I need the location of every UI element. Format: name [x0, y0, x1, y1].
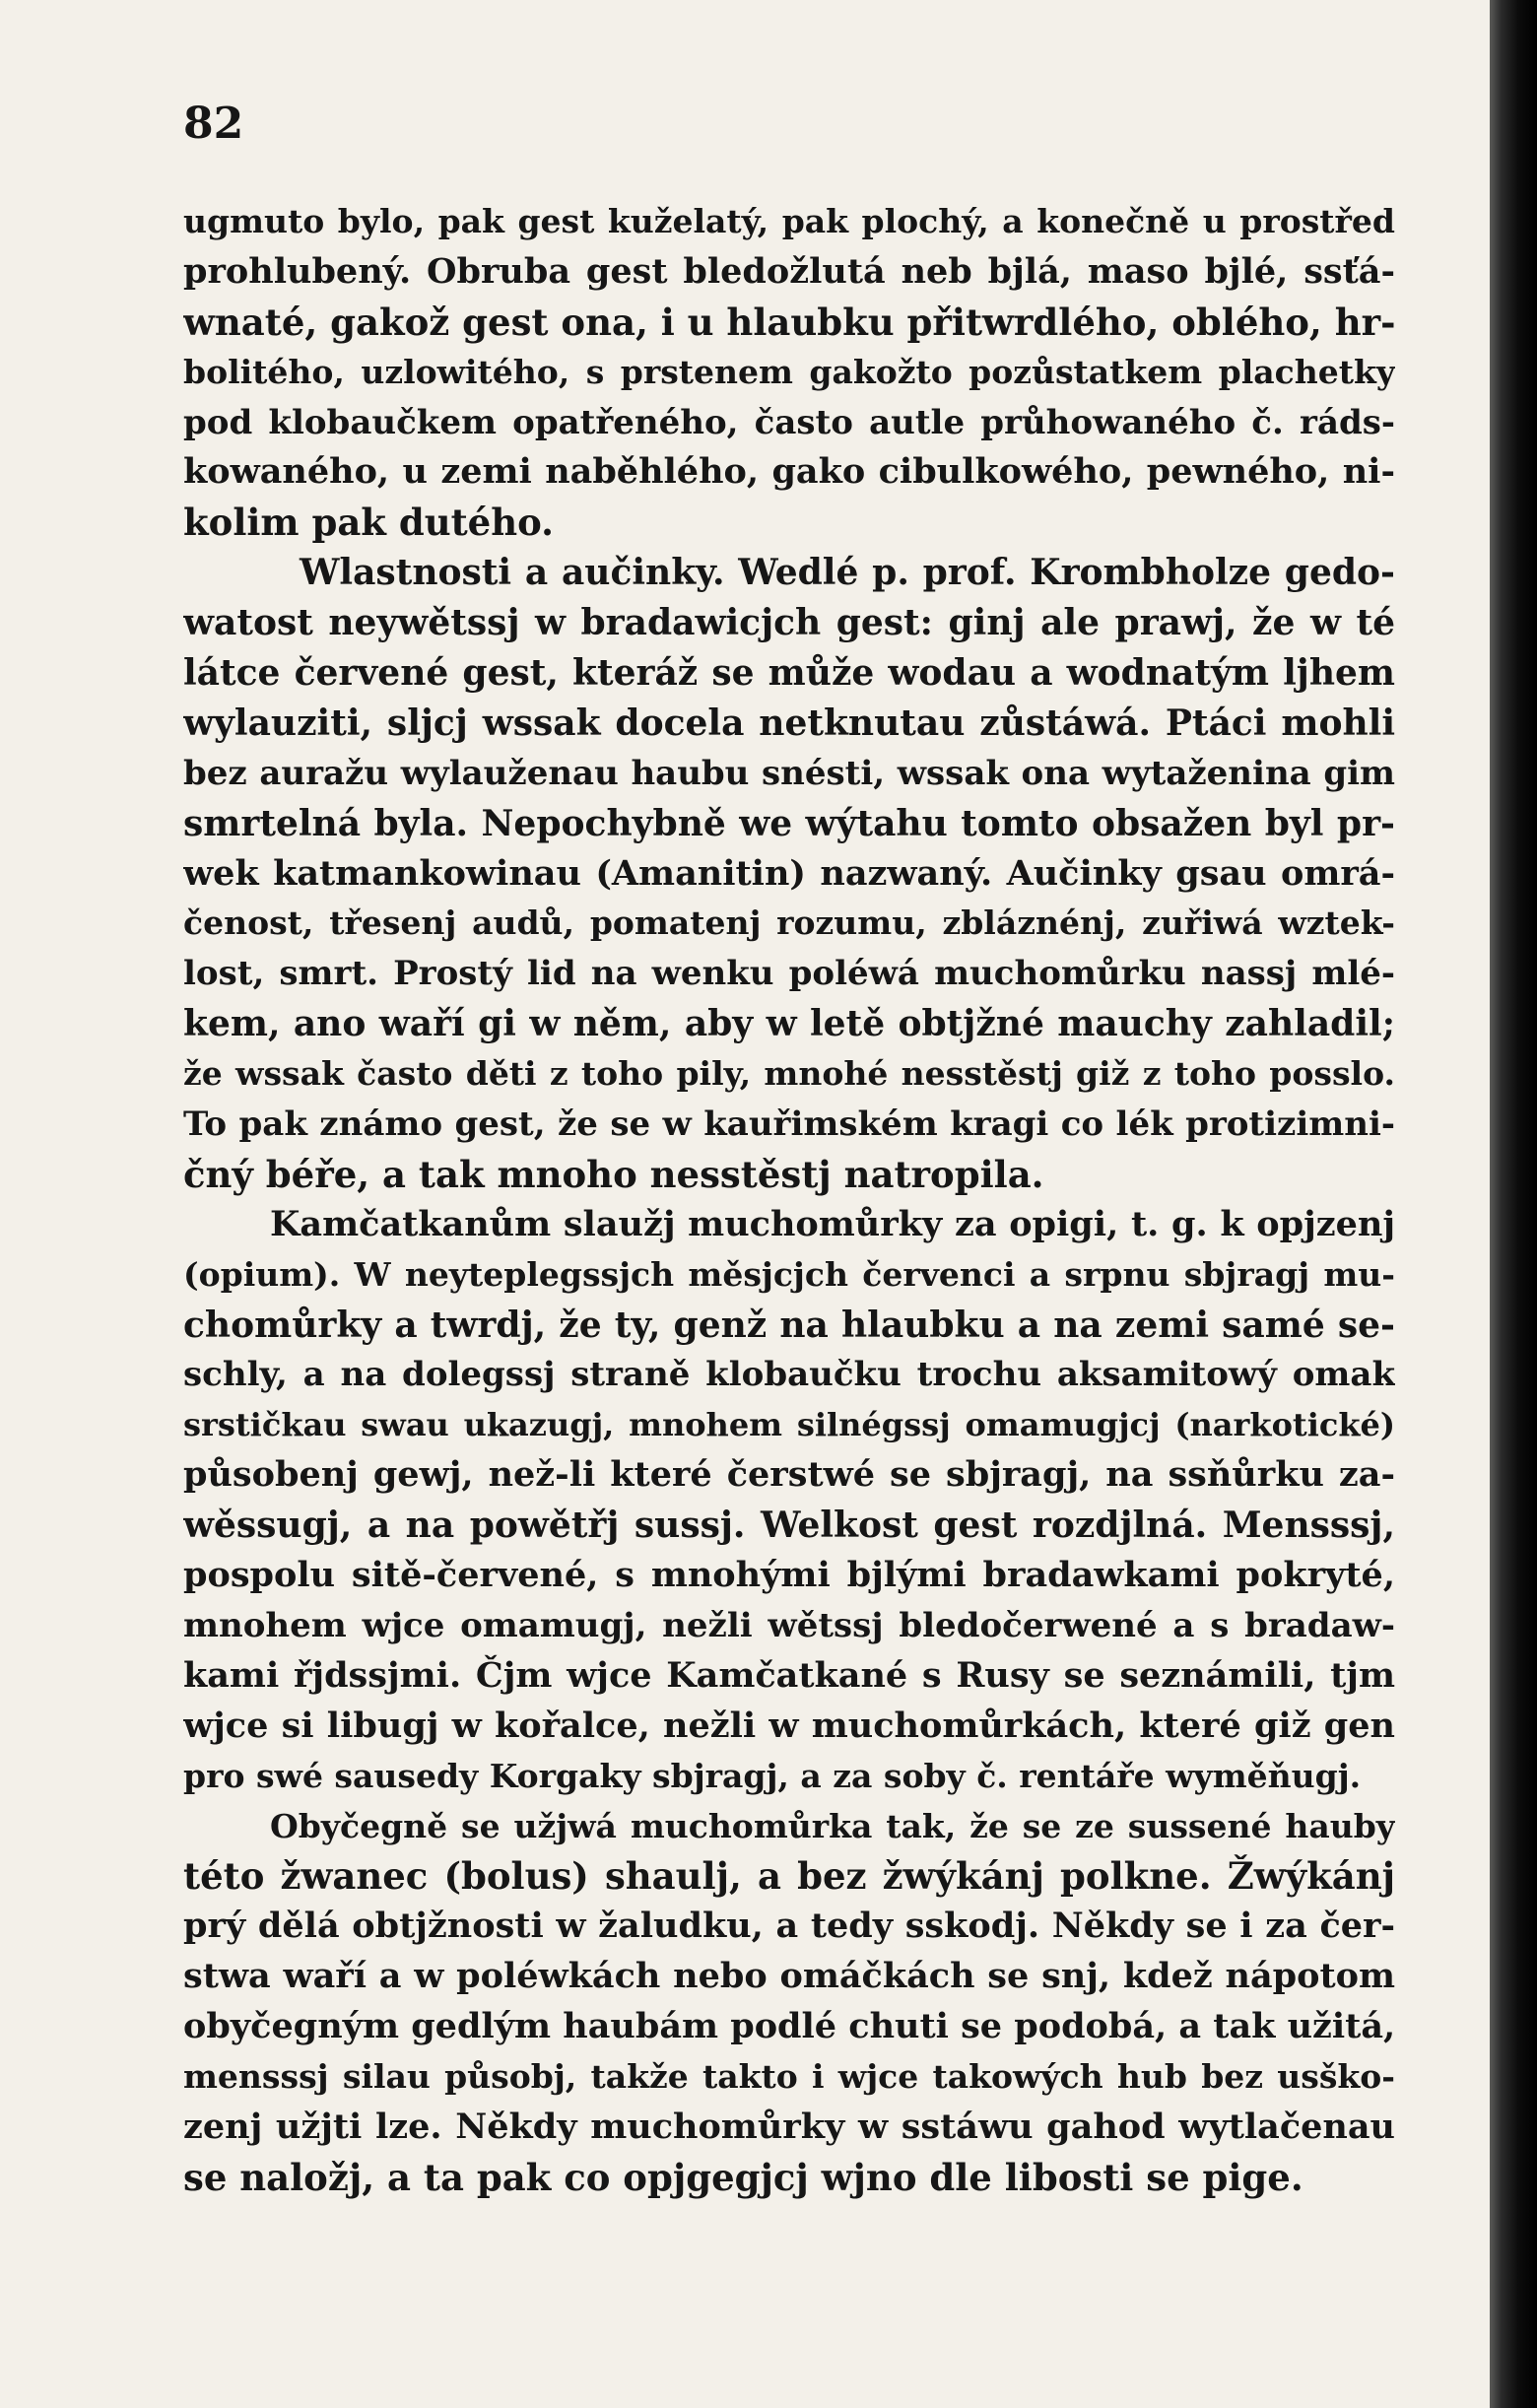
text-line: čenost, třesenj audů, pomatenj rozumu, zbláznénj, zuřiwá wztek-	[183, 903, 1395, 943]
text-line: wěssugj, a na powětřj sussj. Welkost gest rozdjlná. Mensssj,	[183, 1505, 1395, 1547]
page-number: 82	[183, 99, 244, 149]
text-line: To pak známo gest, že se w kauřimském kragi co lék protizimni-	[183, 1104, 1395, 1145]
text-line: pro swé sausedy Korgaky sbjragj, a za soby č. rentáře wyměňugj.	[183, 1756, 1362, 1795]
text-line: kolim pak dutého.	[183, 501, 555, 545]
text-line: schly, a na dolegssj straně klobaučku trochu aksamitowý omak	[183, 1355, 1395, 1395]
text-line: této žwanec (bolus) shaulj, a bez žwýkánj polkne. Žwýkánj	[183, 1854, 1395, 1899]
text-line: smrtelná byla. Nepochybně we wýtahu tomto obsažen byl pr-	[183, 802, 1395, 844]
text-line: srstičkau swau ukazugj, mnohem silnégssj omamugjcj (narkotické)	[183, 1406, 1395, 1444]
text-line: pod klobaučkem opatřeného, často autle průhowaného č. ráds-	[183, 402, 1395, 442]
text-line: (opium). W neyteplegssjch měsjcjch červenci a srpnu sbjragj mu-	[183, 1254, 1395, 1294]
text-line: že wssak často děti z toho pily, mnohé nesstěstj giž z toho posslo.	[183, 1054, 1395, 1094]
text-line: obyčegným gedlým haubám podlé chuti se podobá, a tak užitá,	[183, 2006, 1395, 2047]
text-line: mnohem wjce omamugj, nežli wětssj bledočerwené a s bradaw-	[183, 1605, 1395, 1645]
text-line: Obyčegně se užjwá muchomůrka tak, že se ze sussené hauby	[270, 1806, 1395, 1845]
text-line: bez auražu wylauženau haubu snésti, wssak ona wytaženina gim	[183, 753, 1395, 793]
text-line: wnaté, gakož gest ona, i u hlaubku přitwrdlého, oblého, hr-	[183, 300, 1395, 344]
text-line: kami řjdssjmi. Čjm wjce Kamčatkané s Rusy se seznámili, tjm	[183, 1654, 1395, 1696]
text-line: působenj gewj, než-li které čerstwé se sbjragj, na ssňůrku za-	[183, 1454, 1395, 1496]
section-heading-line: Wlastnosti a aučinky. Wedlé p. prof. Krombholze gedo-	[300, 552, 1395, 594]
text-line: wek katmankowinau (Amanitin) nazwaný. Aučinky gsau omrá-	[183, 852, 1395, 894]
text-line: chomůrky a twrdj, že ty, genž na hlaubku a na zemi samé se-	[183, 1304, 1395, 1346]
text-line: stwa waří a w poléwkách nebo omáčkách se snj, kdež nápotom	[183, 1956, 1395, 1997]
text-line: wjce si libugj w kořalce, nežli w muchomůrkách, které giž gen	[183, 1705, 1395, 1746]
text-line: Kamčatkanům slaužj muchomůrky za opigi, t. g. k opjzenj	[270, 1203, 1395, 1244]
text-line: se naložj, a ta pak co opjgegjcj wjno dle libosti se pige.	[183, 2155, 1303, 2199]
text-line: watost neywětssj w bradawicjch gest: ginj ale prawj, že w té	[183, 602, 1395, 644]
text-line: mensssj silau působj, takže takto i wjce takowých hub bez usško-	[183, 2056, 1395, 2096]
text-line: zenj užjti lze. Někdy muchomůrky w sstáwu gahod wytlačenau	[183, 2106, 1395, 2147]
text-line: bolitého, uzlowitého, s prstenem gakožto pozůstatkem plachetky	[183, 352, 1395, 391]
text-line: lost, smrt. Prostý lid na wenku poléwá muchomůrku nassj mlé-	[183, 954, 1395, 994]
text-line: prohlubený. Obruba gest bledožlutá neb bjlá, maso bjlé, ssťá-	[183, 250, 1395, 292]
text-line: wylauziti, sljcj wssak docela netknutau zůstáwá. Ptáci mohli	[183, 702, 1395, 744]
text-line: prý dělá obtjžnosti w žaludku, a tedy sskodj. Někdy se i za čer-	[183, 1906, 1395, 1947]
text-line: ugmuto bylo, pak gest kuželatý, pak plochý, a konečně u prostřed	[183, 202, 1395, 240]
text-line: pospolu sitě-červené, s mnohými bjlými bradawkami pokryté,	[183, 1555, 1395, 1596]
text-line: čný béře, a tak mnoho nesstěstj natropila.	[183, 1152, 1044, 1196]
text-line: kem, ano waří gi w něm, aby w letě obtjžné mauchy zahladil;	[183, 1003, 1395, 1045]
text-line: látce červené gest, kteráž se může wodau a wodnatým ljhem	[183, 652, 1395, 695]
body-text	[183, 197, 1395, 2203]
scan-edge-shadow	[1490, 0, 1537, 2408]
text-line: kowaného, u zemi naběhlého, gako cibulkowého, pewného, ni-	[183, 451, 1395, 493]
